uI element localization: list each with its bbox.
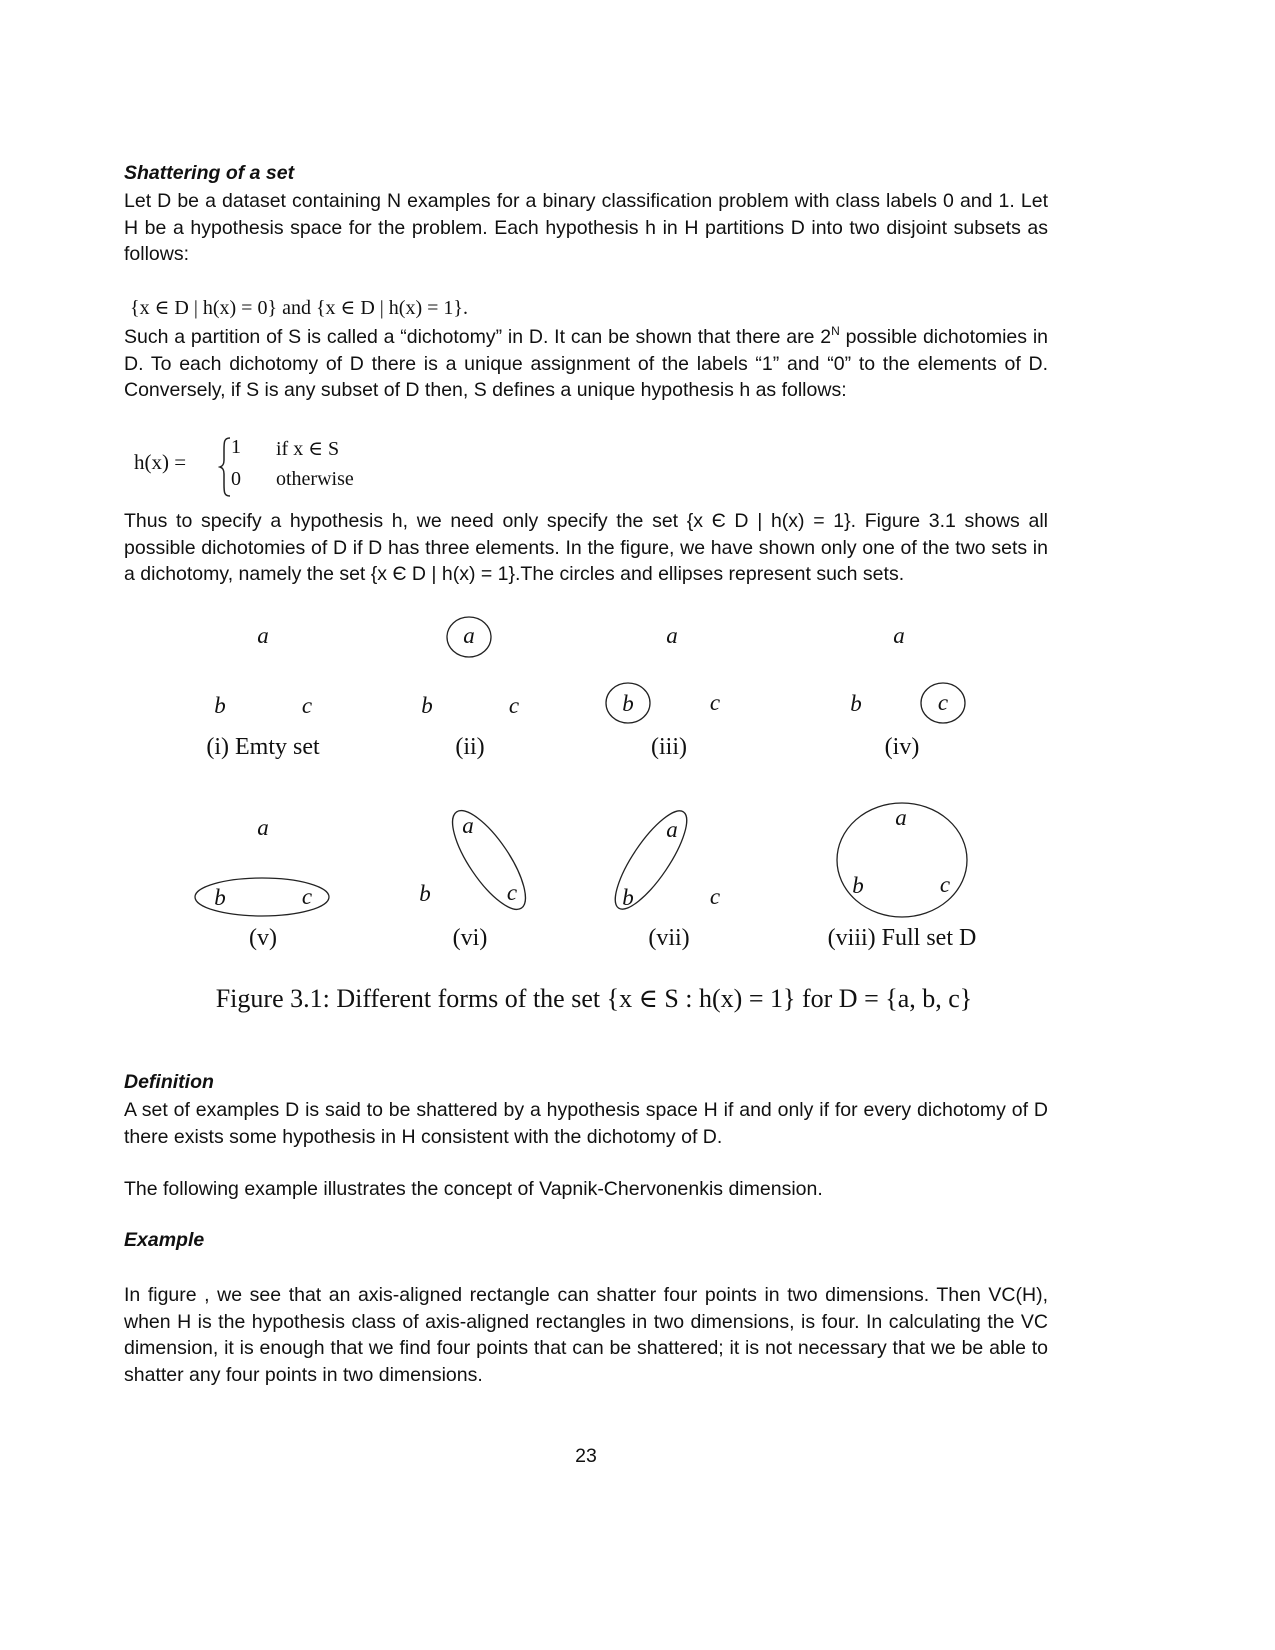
case2-condition: otherwise	[276, 468, 354, 490]
panel-label-ii: (ii)	[455, 734, 485, 760]
point-c-v: c	[301, 884, 313, 909]
definition-heading: Definition	[124, 1071, 214, 1093]
example-heading: Example	[124, 1229, 205, 1251]
panel-label-v: (v)	[249, 925, 277, 951]
point-b-v: b	[214, 885, 226, 910]
dichotomy-text-b: possible dichotomies in D. To each dichotomy of D there is a unique assignment of the labels “1” and “0” to the elements of D. Conversely, if S is any subset of D then, S defines a unique hypothesis h as follows:	[124, 326, 1048, 401]
figure-caption: Figure 3.1: Different forms of the set {x ∈ S : h(x) = 1} for D = {a, b, c}	[215, 984, 973, 1013]
ellipse-ab-icon	[604, 802, 699, 918]
set-formula-left: {x ∈ D | h(x) = 0}	[130, 297, 278, 319]
point-c-i: c	[301, 693, 313, 718]
panel-label-viii: (viii) Full set D	[827, 925, 977, 951]
case1-value: 1	[231, 436, 241, 458]
point-a-i: a	[257, 623, 269, 648]
paragraph-specify-hypothesis: Thus to specify a hypothesis h, we need only specify the set {x Є D | h(x) = 1}. Figure 3.1 shows all possible dichotomies of D if D has three elements. In the figure, we have shown only one of the two sets in a dichotomy, namely the set {x Є D | h(x) = 1}.The circles and ellipses represent such sets.	[124, 510, 1048, 585]
point-c-ii: c	[508, 693, 520, 718]
point-a-vi: a	[462, 813, 474, 838]
case2-value: 0	[231, 468, 241, 490]
panel-label-vii: (vii)	[648, 925, 690, 951]
point-a-iv: a	[893, 623, 905, 648]
paragraph-dataset-intro: Let D be a dataset containing N examples for a binary classification problem with class labels 0 and 1. Let H be a hypothesis space for the problem. Each hypothesis h in H partitions D into two disjoint subsets as follows:	[124, 190, 1048, 265]
point-b-vii: b	[622, 885, 634, 910]
ellipse-ac-icon	[440, 801, 538, 920]
superscript-n: N	[831, 324, 840, 338]
point-b-ii: b	[421, 693, 433, 718]
point-a-iii: a	[666, 623, 678, 648]
piecewise-lhs: h(x) =	[134, 450, 187, 474]
vc-intro-text: The following example illustrates the concept of Vapnik-Chervonenkis dimension.	[124, 1178, 823, 1200]
point-a-vii: a	[666, 817, 678, 842]
point-b-i: b	[214, 693, 226, 718]
point-a-ii: a	[463, 623, 475, 648]
panel-label-iii: (iii)	[651, 734, 687, 760]
panel-label-i: (i) Emty set	[206, 734, 320, 760]
point-b-viii: b	[852, 873, 864, 898]
point-c-iii: c	[709, 690, 721, 715]
point-b-iv: b	[850, 691, 862, 716]
case1-condition: if x ∈ S	[276, 438, 340, 460]
point-c-iv: c	[937, 690, 949, 715]
example-text: In figure , we see that an axis-aligned rectangle can shatter four points in two dimensions. Then VC(H), when H is the hypothesis class of axis-aligned rectangles in two dimensions, is four. In calculating the VC dimension, it is enough that we find four points that can be shattered; it is not necessary that we be able to shatter any four points in two dimensions.	[124, 1284, 1048, 1386]
point-c-viii: c	[939, 872, 951, 897]
point-a-v: a	[257, 815, 269, 840]
page-number: 23	[575, 1445, 597, 1467]
point-a-viii: a	[895, 805, 907, 830]
point-c-vi: c	[506, 880, 518, 905]
set-formula-and: and	[282, 297, 311, 319]
definition-text: A set of examples D is said to be shattered by a hypothesis space H if and only if for every dichotomy of D there exists some hypothesis in H consistent with the dichotomy of D.	[124, 1099, 1048, 1148]
dichotomy-text-a: Such a partition of S is called a “dichotomy” in D. It can be shown that there are 2	[124, 326, 832, 348]
section-heading-shattering: Shattering of a set	[124, 162, 295, 184]
panel-label-iv: (iv)	[884, 734, 920, 760]
panel-label-vi: (vi)	[452, 925, 488, 951]
point-c-vii: c	[709, 884, 721, 909]
set-formula-right: {x ∈ D | h(x) = 1}.	[315, 297, 469, 319]
point-b-iii: b	[622, 691, 634, 716]
point-b-vi: b	[419, 881, 431, 906]
